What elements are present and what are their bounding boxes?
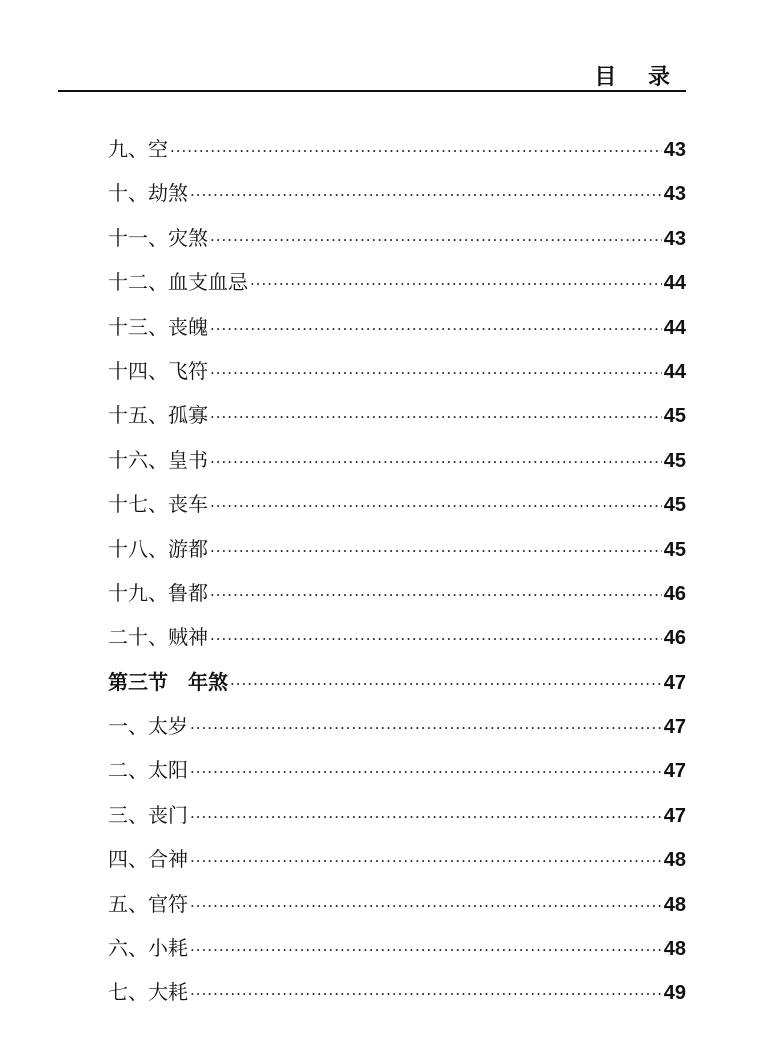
toc-entry-label: 二十、贼神 bbox=[108, 625, 208, 650]
toc-entry-label: 第三节 年煞 bbox=[108, 669, 228, 694]
toc-entry-label: 十三、丧魄 bbox=[108, 314, 208, 339]
toc-entry-label: 十、劫煞 bbox=[108, 181, 188, 206]
toc-entry-row[interactable] bbox=[108, 793, 686, 837]
toc-page-number: 43 bbox=[663, 139, 686, 161]
toc-page-number: 43 bbox=[663, 227, 686, 250]
toc-entry-row[interactable] bbox=[108, 127, 686, 171]
toc-dot-leader bbox=[250, 262, 662, 306]
toc-dot-leader bbox=[210, 307, 662, 351]
toc-entry-label: 九、空 bbox=[108, 137, 168, 161]
toc-entry-row[interactable] bbox=[108, 349, 686, 393]
toc-dot-leader bbox=[190, 795, 662, 839]
toc-page-number: 47 bbox=[663, 760, 686, 783]
toc-entry-row[interactable] bbox=[108, 438, 686, 482]
toc-entry-label: 七、大耗 bbox=[108, 980, 188, 1005]
toc-page-number: 48 bbox=[663, 893, 686, 916]
toc-entry-label: 十九、鲁都 bbox=[108, 580, 208, 605]
toc-entry-label: 四、合神 bbox=[108, 847, 188, 872]
toc-entry-row[interactable] bbox=[108, 615, 686, 659]
toc-entry-row[interactable] bbox=[108, 305, 686, 349]
toc-page-number: 45 bbox=[663, 449, 686, 472]
toc-page-number: 44 bbox=[663, 272, 686, 295]
toc-dot-leader bbox=[190, 884, 662, 928]
header-rule bbox=[58, 90, 686, 92]
toc-dot-leader bbox=[190, 839, 662, 883]
toc-entry-row[interactable] bbox=[108, 260, 686, 304]
toc-dot-leader bbox=[210, 218, 662, 262]
toc-entry-label: 十一、灾煞 bbox=[108, 225, 208, 250]
toc-dot-leader bbox=[210, 351, 662, 395]
toc-dot-leader bbox=[190, 173, 662, 217]
toc-entry-label: 十七、丧车 bbox=[108, 492, 208, 517]
toc-page-number: 47 bbox=[663, 804, 686, 827]
toc-entry-label: 十四、飞符 bbox=[108, 358, 208, 383]
toc-entry-label: 一、太岁 bbox=[108, 714, 188, 739]
toc-page-number: 49 bbox=[663, 982, 686, 1005]
toc-entry-row[interactable] bbox=[108, 970, 686, 1014]
toc-page-number: 44 bbox=[663, 316, 686, 339]
toc-entry-row[interactable] bbox=[108, 571, 686, 615]
toc-dot-leader bbox=[190, 706, 662, 750]
toc-entry-label: 六、小耗 bbox=[108, 936, 188, 961]
toc-entry-row[interactable] bbox=[108, 216, 686, 260]
toc-dot-leader bbox=[210, 529, 662, 573]
toc-entry-label: 三、丧门 bbox=[108, 802, 188, 827]
toc-page-number: 45 bbox=[663, 405, 686, 428]
toc-dot-leader bbox=[210, 440, 662, 484]
toc-page-number: 46 bbox=[663, 582, 686, 605]
toc-entry-label: 十五、孤寡 bbox=[108, 403, 208, 428]
toc-entry-row[interactable] bbox=[108, 482, 686, 526]
toc-entry-row[interactable] bbox=[108, 171, 686, 215]
toc-page-number: 46 bbox=[663, 627, 686, 650]
toc-entry-label: 十六、皇书 bbox=[108, 447, 208, 472]
toc-page-number: 43 bbox=[663, 183, 686, 206]
toc-dot-leader bbox=[210, 617, 662, 661]
toc-entry-row[interactable] bbox=[108, 926, 686, 970]
page-header-title: 目 录 bbox=[594, 65, 682, 90]
toc-dot-leader bbox=[210, 484, 662, 528]
toc-page-number: 44 bbox=[663, 360, 686, 383]
toc-section-row[interactable] bbox=[108, 660, 686, 704]
toc-dot-leader bbox=[190, 928, 662, 972]
table-of-contents bbox=[108, 127, 686, 1015]
toc-entry-row[interactable] bbox=[108, 748, 686, 792]
toc-dot-leader bbox=[190, 750, 662, 794]
toc-page-number: 48 bbox=[663, 938, 686, 961]
toc-dot-leader bbox=[210, 395, 662, 439]
toc-dot-leader bbox=[230, 662, 662, 706]
toc-entry-row[interactable] bbox=[108, 393, 686, 437]
toc-entry-label: 十八、游都 bbox=[108, 536, 208, 561]
toc-page-number: 45 bbox=[663, 538, 686, 561]
toc-entry-label: 二、太阳 bbox=[108, 758, 188, 783]
toc-entry-row[interactable] bbox=[108, 704, 686, 748]
toc-entry-label: 十二、血支血忌 bbox=[108, 270, 248, 295]
toc-entry-row[interactable] bbox=[108, 527, 686, 571]
toc-entry-label: 五、官符 bbox=[108, 891, 188, 916]
toc-dot-leader bbox=[190, 972, 662, 1016]
toc-dot-leader bbox=[210, 573, 662, 617]
toc-entry-row[interactable] bbox=[108, 837, 686, 881]
toc-page-number: 47 bbox=[663, 716, 686, 739]
toc-page-number: 48 bbox=[663, 849, 686, 872]
toc-page-number: 47 bbox=[663, 671, 686, 694]
toc-page-number: 45 bbox=[663, 494, 686, 517]
toc-dot-leader bbox=[170, 129, 662, 173]
toc-entry-row[interactable] bbox=[108, 882, 686, 926]
